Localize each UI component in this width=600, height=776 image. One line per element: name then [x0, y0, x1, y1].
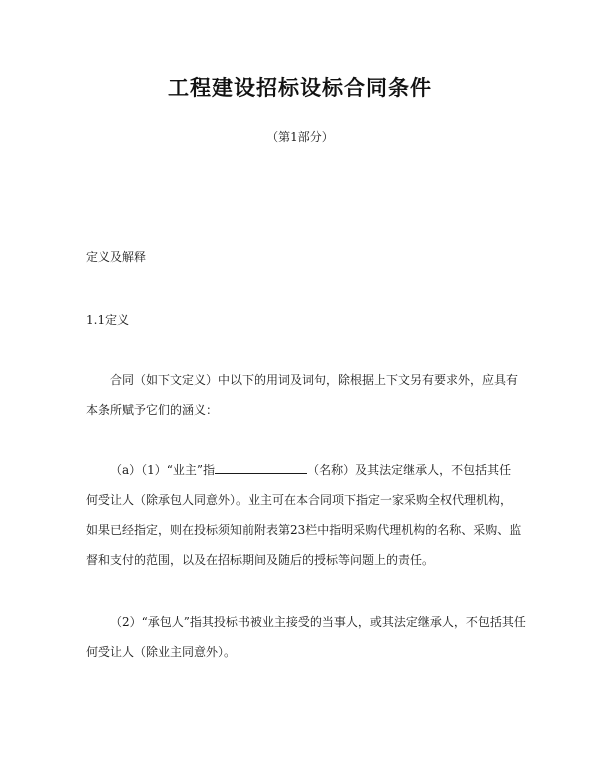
clause-2-line-1: （2）“承包人”指其投标书被业主接受的当事人，或其法定继承人，不包括其任	[110, 615, 526, 629]
subsection-heading-text: 1.1定义	[86, 313, 130, 327]
clause-a-suffix: （名称）及其法定继承人，不包括其任	[307, 463, 512, 477]
section-heading-text: 定义及解释	[86, 250, 147, 264]
clause-a-prefix: （a）（1）“业主”指	[110, 463, 216, 477]
section-heading	[86, 242, 516, 272]
owner-name-blank	[215, 459, 307, 474]
clause-2-paragraph	[86, 607, 526, 667]
clause-a-paragraph	[86, 455, 522, 575]
intro-line-2: 本条所赋予它们的涵义：	[86, 403, 219, 417]
clause-a-line-1	[86, 455, 516, 485]
subsection-heading	[86, 305, 516, 335]
clause-a-line-2: 何受让人（除承包人同意外）。业主可在本合同项下指定一家采购全权代理机构，	[86, 493, 513, 507]
document-subtitle: （第1部分）	[266, 130, 334, 144]
clause-2-line-2: 何受让人（除业主同意外）。	[86, 645, 237, 659]
intro-line-1: 合同（如下文定义）中以下的用词及词句，除根据上下文另有要求外，应具有	[110, 373, 519, 387]
clause-a-line-4: 督和支付的范围，以及在招标期间及随后的授标等问题上的责任。	[86, 553, 435, 567]
intro-paragraph	[86, 365, 519, 425]
clause-a-line-3: 如果已经指定，则在投标须知前附表第23栏中指明采购代理机构的名称、采购、监	[86, 523, 522, 537]
document-title: 工程建设招标设标合同条件	[168, 75, 432, 100]
